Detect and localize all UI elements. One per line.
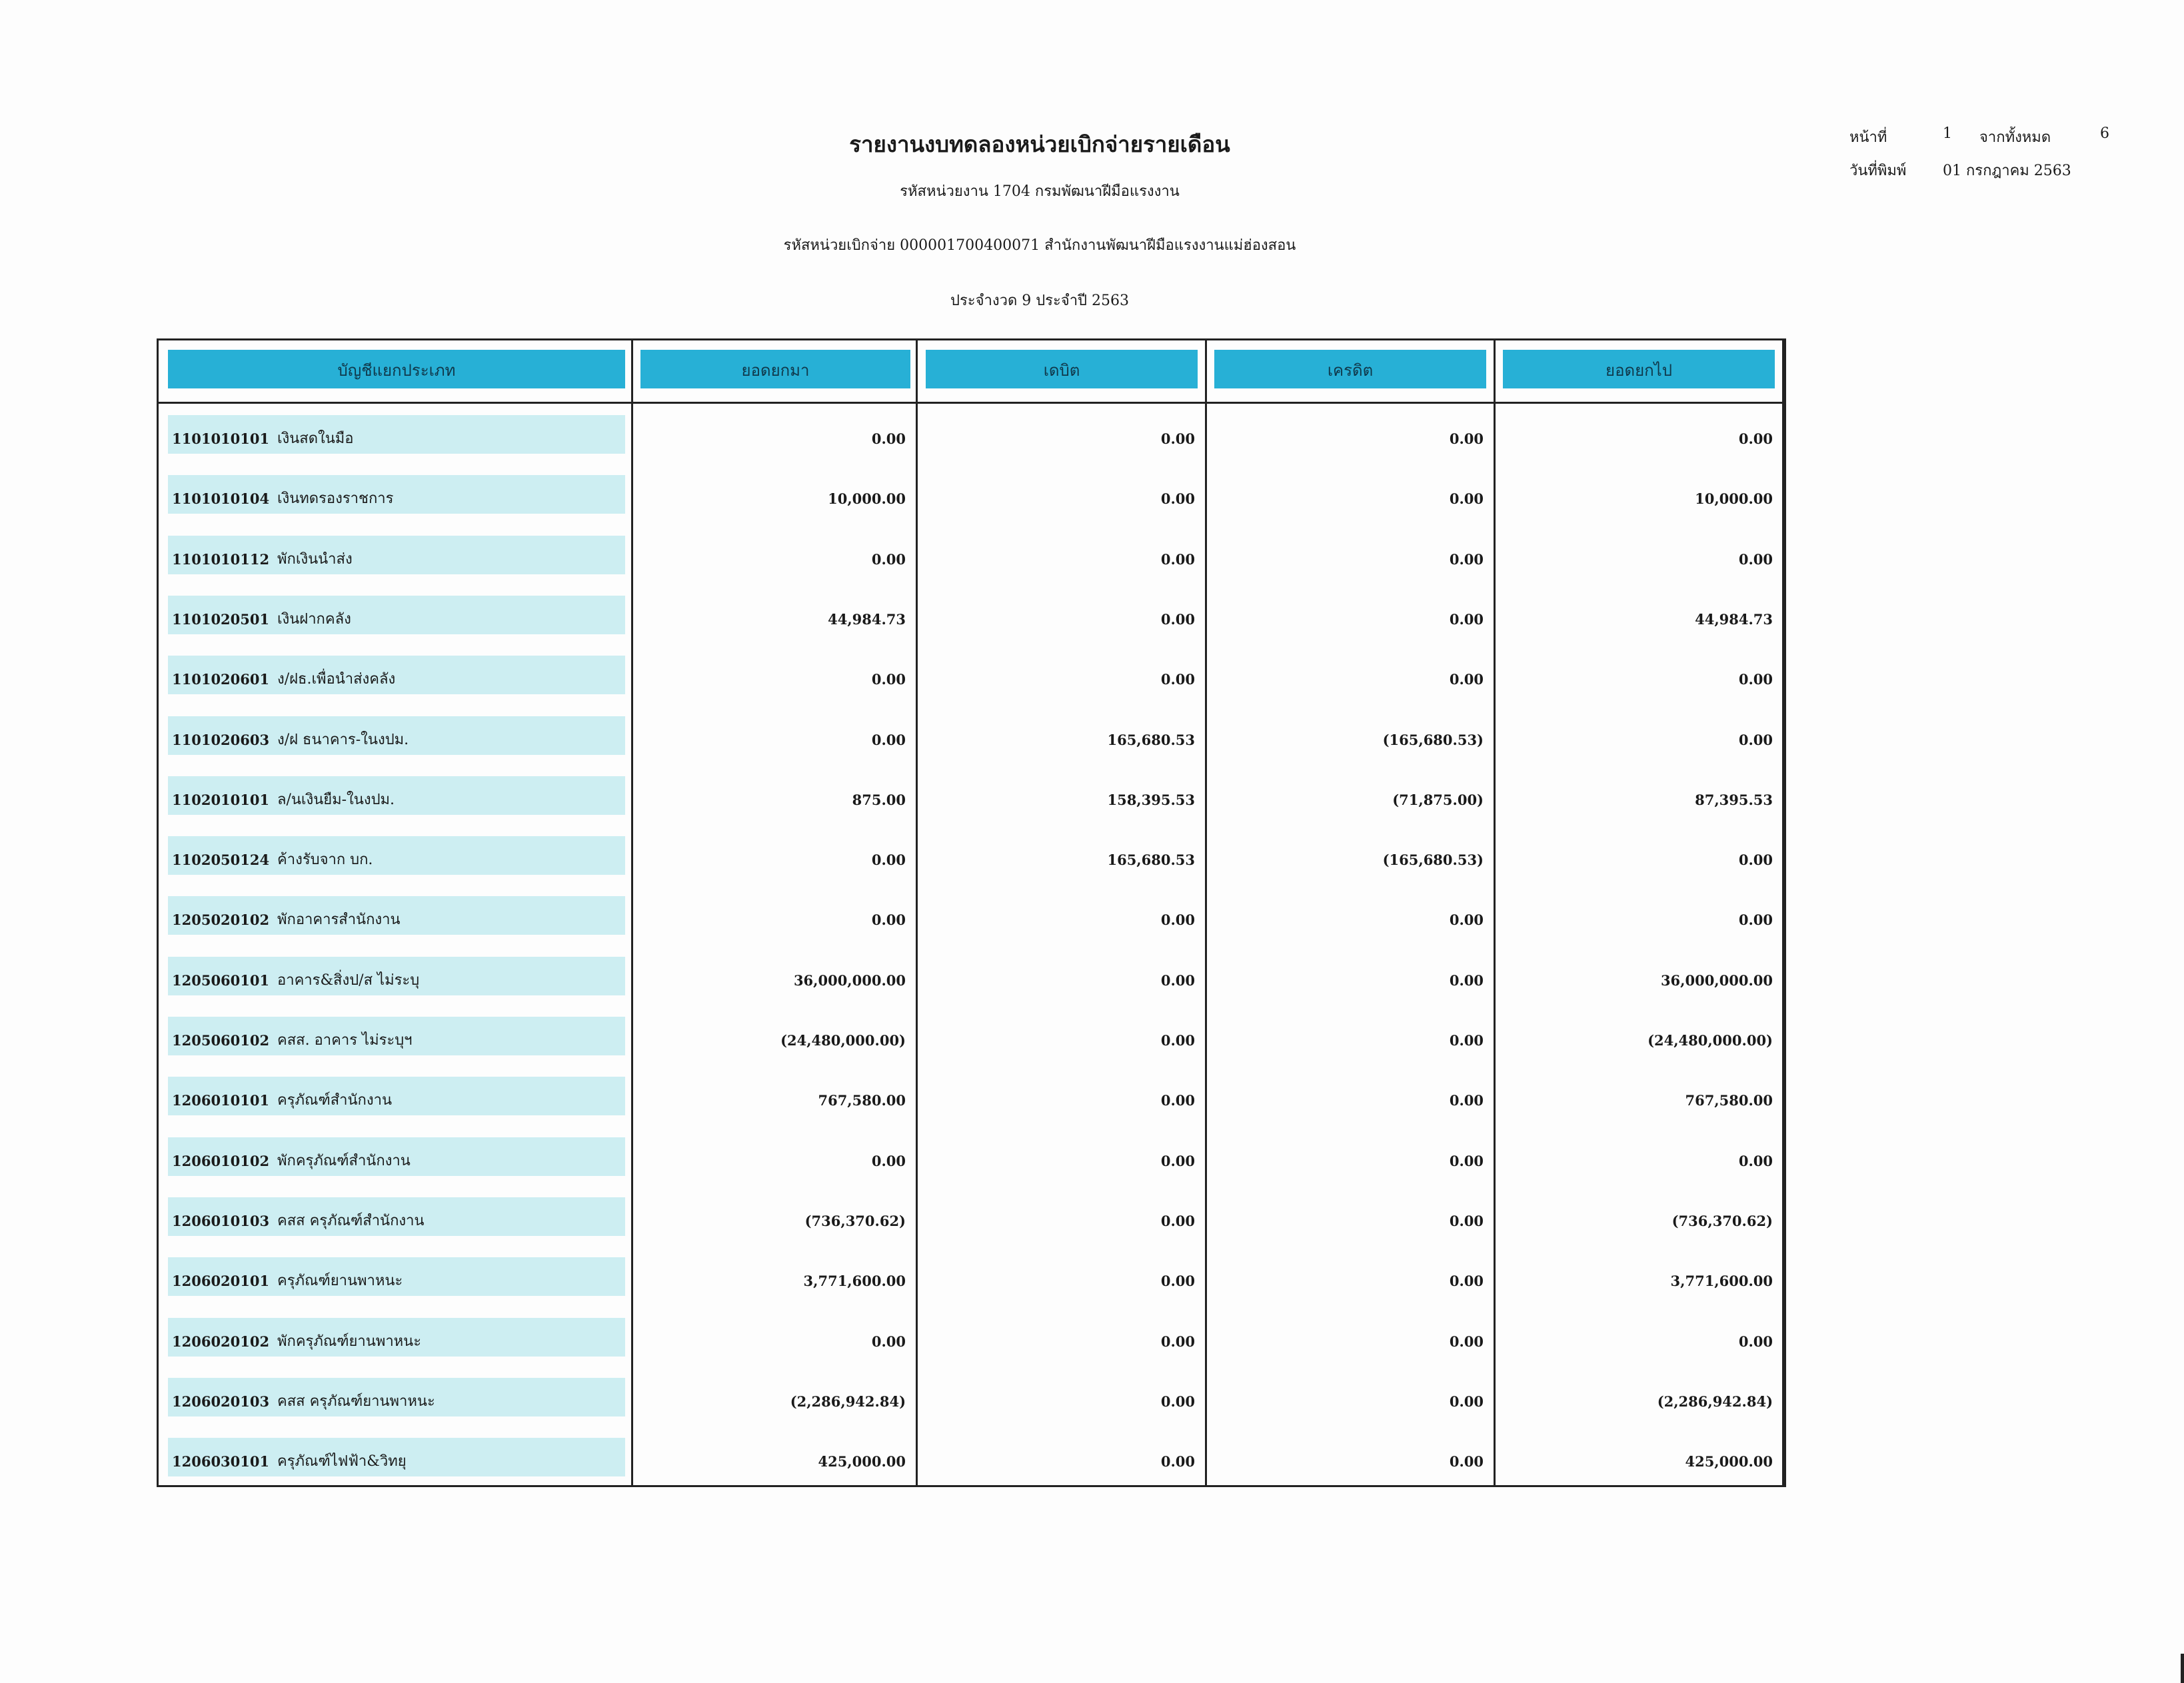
account-code: 1206010102: [172, 1152, 270, 1169]
table-row: [159, 1137, 1784, 1176]
header-account: บัญชีแยกประเภท: [168, 350, 625, 388]
page-label: หน้าที่: [1849, 129, 1887, 146]
account-name: อาคาร&สิ่งป/ส ไม่ระบุ: [277, 971, 420, 989]
table-row: [159, 1077, 1784, 1115]
credit-cell: 0.00: [1449, 1273, 1484, 1290]
account-code: 1206010101: [172, 1092, 270, 1109]
page-meta: [1849, 125, 2109, 192]
account-name: ครุภัณฑ์สำนักงาน: [277, 1092, 392, 1109]
carried-forward-cell: 0.00: [1738, 1152, 1773, 1169]
table-row: [159, 1438, 1784, 1476]
print-date-info: [1849, 159, 2109, 192]
period-line: ประจำงวด 9 ประจำปี 2563: [950, 292, 1129, 309]
table-row: [159, 596, 1784, 634]
account-cell: [168, 1137, 625, 1176]
account-cell: [168, 836, 625, 875]
carried-forward-cell: (736,370.62): [1671, 1212, 1773, 1229]
unit-line: รหัสหน่วยเบิกจ่าย 000001700400071 สำนักงานพัฒนาฝีมือแรงงานแม่ฮ่องสอน: [783, 237, 1296, 254]
print-date-label: วันที่พิมพ์: [1849, 163, 1907, 179]
account-cell: [168, 776, 625, 815]
header-brought-forward: ยอดยกมา: [640, 350, 910, 388]
account-cell: [168, 716, 625, 755]
brought-forward-cell: 0.00: [871, 911, 906, 929]
account-name: เงินทดรองราชการ: [277, 490, 394, 508]
brought-forward-cell: 0.00: [871, 671, 906, 688]
debit-cell: 0.00: [1160, 430, 1195, 447]
table-row: [159, 1257, 1784, 1296]
carried-forward-cell: 0.00: [1738, 731, 1773, 748]
credit-cell: 0.00: [1449, 490, 1484, 508]
table-row: [159, 957, 1784, 995]
carried-forward-cell: 10,000.00: [1695, 490, 1773, 508]
brought-forward-cell: 875.00: [852, 791, 906, 808]
account-name: พักครุภัณฑ์ยานพาหนะ: [277, 1333, 422, 1350]
brought-forward-cell: 0.00: [871, 731, 906, 748]
account-cell: [168, 415, 625, 454]
carried-forward-cell: 0.00: [1738, 911, 1773, 929]
credit-cell: 0.00: [1449, 550, 1484, 568]
table-row: [159, 1017, 1784, 1055]
account-code: 1101010112: [172, 550, 270, 568]
total-pages: 6: [2100, 125, 2109, 142]
carried-forward-cell: (2,286,942.84): [1657, 1393, 1773, 1410]
account-name: คสส ครุภัณฑ์ยานพาหนะ: [277, 1393, 435, 1410]
debit-cell: 165,680.53: [1107, 851, 1195, 869]
debit-cell: 0.00: [1160, 1393, 1195, 1410]
debit-cell: 0.00: [1160, 1212, 1195, 1229]
debit-cell: 0.00: [1160, 671, 1195, 688]
account-cell: [168, 1378, 625, 1416]
header-divider: [159, 402, 1784, 404]
page-number: 1: [1943, 125, 1952, 142]
header-carried-forward: ยอดยกไป: [1503, 350, 1775, 388]
account-name: พักครุภัณฑ์สำนักงาน: [277, 1152, 411, 1169]
brought-forward-cell: 3,771,600.00: [803, 1273, 906, 1290]
brought-forward-cell: 44,984.73: [828, 610, 906, 628]
debit-cell: 0.00: [1160, 490, 1195, 508]
credit-cell: (71,875.00): [1392, 791, 1484, 808]
account-code: 1101020601: [172, 671, 270, 688]
account-name: ครุภัณฑ์ไฟฟ้า&วิทยุ: [277, 1453, 407, 1470]
credit-cell: 0.00: [1449, 1092, 1484, 1109]
table-row: [159, 836, 1784, 875]
debit-cell: 0.00: [1160, 1092, 1195, 1109]
carried-forward-cell: 36,000,000.00: [1660, 971, 1773, 989]
brought-forward-cell: (24,480,000.00): [780, 1032, 906, 1049]
credit-cell: (165,680.53): [1382, 851, 1484, 869]
account-cell: [168, 536, 625, 574]
account-code: 1101010101: [172, 430, 270, 447]
account-code: 1205060101: [172, 971, 270, 989]
credit-cell: 0.00: [1449, 671, 1484, 688]
account-name: คสส ครุภัณฑ์สำนักงาน: [277, 1212, 425, 1229]
credit-cell: 0.00: [1449, 1453, 1484, 1470]
account-name: ค้างรับจาก บก.: [277, 851, 373, 869]
debit-cell: 0.00: [1160, 1273, 1195, 1290]
account-code: 1206020101: [172, 1273, 270, 1290]
account-cell: [168, 1257, 625, 1296]
debit-cell: 0.00: [1160, 1333, 1195, 1350]
carried-forward-cell: 0.00: [1738, 430, 1773, 447]
credit-cell: 0.00: [1449, 1333, 1484, 1350]
brought-forward-cell: 0.00: [871, 550, 906, 568]
account-code: 1102010101: [172, 791, 270, 808]
credit-cell: 0.00: [1449, 1032, 1484, 1049]
credit-cell: 0.00: [1449, 1152, 1484, 1169]
account-name: ง/ฝ ธนาคาร-ในงปม.: [277, 731, 409, 748]
carried-forward-cell: 0.00: [1738, 851, 1773, 869]
brought-forward-cell: 10,000.00: [828, 490, 906, 508]
account-code: 1206030101: [172, 1453, 270, 1470]
header-debit: เดบิต: [926, 350, 1198, 388]
brought-forward-cell: 767,580.00: [818, 1092, 906, 1109]
account-code: 1206020102: [172, 1333, 270, 1350]
table-row: [159, 1197, 1784, 1236]
page-info: [1849, 125, 2109, 159]
brought-forward-cell: 425,000.00: [818, 1453, 906, 1470]
debit-cell: 158,395.53: [1107, 791, 1195, 808]
account-name: คสส. อาคาร ไม่ระบุฯ: [277, 1032, 413, 1049]
table-row: [159, 415, 1784, 454]
credit-cell: 0.00: [1449, 1212, 1484, 1229]
account-cell: [168, 957, 625, 995]
debit-cell: 0.00: [1160, 1152, 1195, 1169]
account-code: 1101020501: [172, 610, 270, 628]
account-name: เงินสดในมือ: [277, 430, 354, 447]
account-cell: [168, 475, 625, 514]
account-code: 1206020103: [172, 1393, 270, 1410]
credit-cell: 0.00: [1449, 610, 1484, 628]
brought-forward-cell: 0.00: [871, 851, 906, 869]
total-label: จากทั้งหมด: [1979, 129, 2051, 146]
carried-forward-cell: 425,000.00: [1685, 1453, 1773, 1470]
account-code: 1205060102: [172, 1032, 270, 1049]
account-cell: [168, 1438, 625, 1476]
table-row: [159, 1318, 1784, 1357]
debit-cell: 0.00: [1160, 1032, 1195, 1049]
agency-line: รหัสหน่วยงาน 1704 กรมพัฒนาฝีมือแรงงาน: [900, 183, 1180, 200]
table-row: [159, 1378, 1784, 1416]
account-name: เงินฝากคลัง: [277, 610, 351, 628]
carried-forward-cell: 44,984.73: [1695, 610, 1773, 628]
carried-forward-cell: 0.00: [1738, 671, 1773, 688]
scan-edge-mark: [2181, 1654, 2184, 1683]
account-cell: [168, 1318, 625, 1357]
carried-forward-cell: 0.00: [1738, 1333, 1773, 1350]
brought-forward-cell: 0.00: [871, 430, 906, 447]
report-header: [666, 127, 1413, 344]
table-row: [159, 656, 1784, 694]
account-code: 1101010104: [172, 490, 270, 508]
credit-cell: 0.00: [1449, 971, 1484, 989]
credit-cell: 0.00: [1449, 430, 1484, 447]
carried-forward-cell: (24,480,000.00): [1647, 1032, 1773, 1049]
brought-forward-cell: 36,000,000.00: [793, 971, 906, 989]
trial-balance-table: [157, 338, 1786, 1487]
account-cell: [168, 1077, 625, 1115]
account-name: ล/นเงินยืม-ในงปม.: [277, 791, 395, 808]
header-credit: เครดิต: [1214, 350, 1486, 388]
carried-forward-cell: 3,771,600.00: [1670, 1273, 1773, 1290]
account-code: 1205020102: [172, 911, 270, 929]
table-row: [159, 536, 1784, 574]
credit-cell: 0.00: [1449, 1393, 1484, 1410]
account-cell: [168, 596, 625, 634]
table-row: [159, 716, 1784, 755]
debit-cell: 0.00: [1160, 911, 1195, 929]
table-row: [159, 475, 1784, 514]
debit-cell: 0.00: [1160, 1453, 1195, 1470]
account-name: พักอาคารสำนักงาน: [277, 911, 401, 929]
account-cell: [168, 1017, 625, 1055]
print-date: 01 กรกฎาคม 2563: [1943, 163, 2071, 179]
account-cell: [168, 1197, 625, 1236]
carried-forward-cell: 767,580.00: [1685, 1092, 1773, 1109]
table-row: [159, 776, 1784, 815]
debit-cell: 0.00: [1160, 971, 1195, 989]
debit-cell: 0.00: [1160, 550, 1195, 568]
carried-forward-cell: 0.00: [1738, 550, 1773, 568]
credit-cell: (165,680.53): [1382, 731, 1484, 748]
brought-forward-cell: 0.00: [871, 1333, 906, 1350]
account-cell: [168, 656, 625, 694]
account-code: 1206010103: [172, 1212, 270, 1229]
account-code: 1101020603: [172, 731, 270, 748]
account-name: ครุภัณฑ์ยานพาหนะ: [277, 1273, 403, 1290]
account-cell: [168, 896, 625, 935]
brought-forward-cell: (2,286,942.84): [790, 1393, 906, 1410]
brought-forward-cell: (736,370.62): [804, 1212, 906, 1229]
debit-cell: 0.00: [1160, 610, 1195, 628]
credit-cell: 0.00: [1449, 911, 1484, 929]
brought-forward-cell: 0.00: [871, 1152, 906, 1169]
account-name: พักเงินนำส่ง: [277, 550, 353, 568]
table-row: [159, 896, 1784, 935]
report-title: รายงานงบทดลองหน่วยเบิกจ่ายรายเดือน: [849, 131, 1230, 157]
carried-forward-cell: 87,395.53: [1695, 791, 1773, 808]
account-code: 1102050124: [172, 851, 270, 869]
account-name: ง/ฝธ.เพื่อนำส่งคลัง: [277, 671, 396, 688]
debit-cell: 165,680.53: [1107, 731, 1195, 748]
